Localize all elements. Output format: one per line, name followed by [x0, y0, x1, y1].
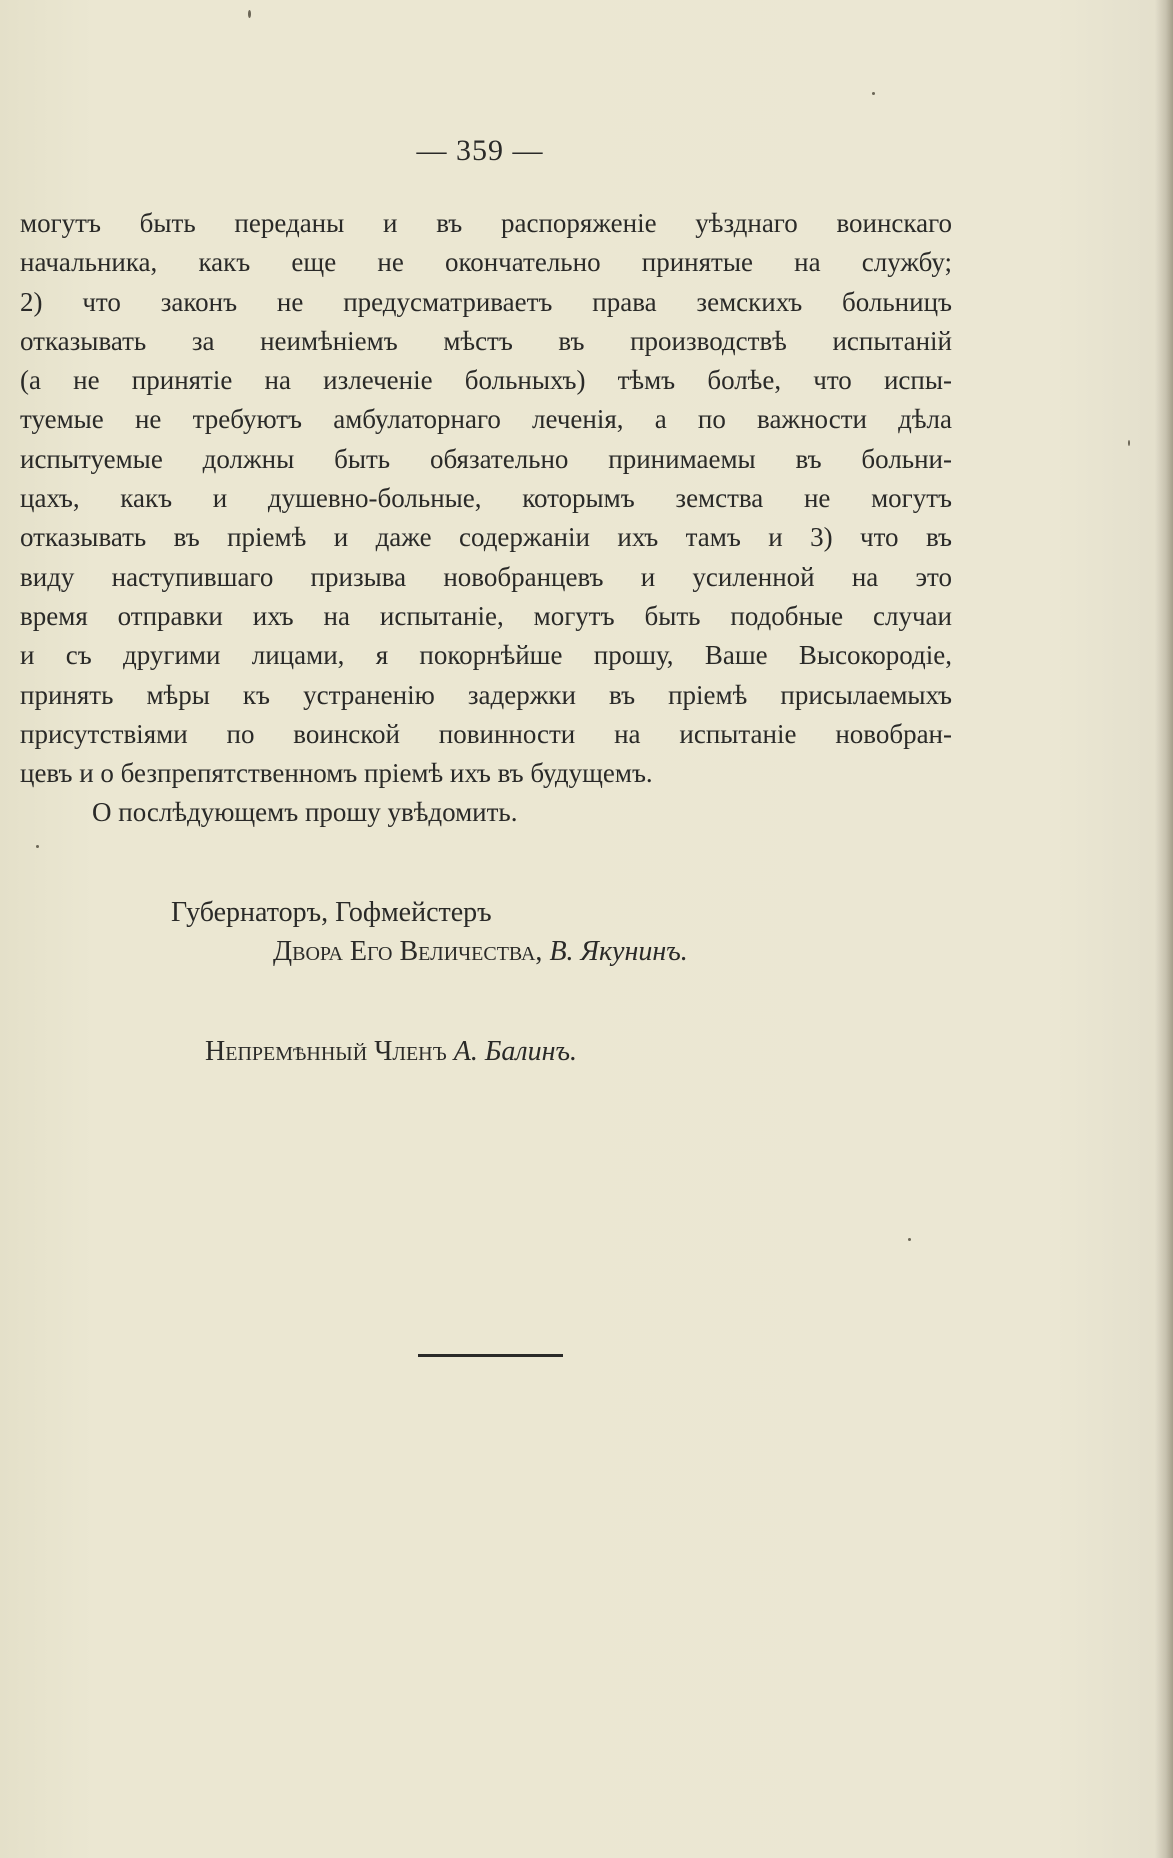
text-line: 2) что законъ не предусматриваетъ права земскихъ больницъ	[20, 286, 952, 317]
text-line: присутствіями по воинской повинности на испытаніе новобран-	[20, 718, 952, 749]
text-line: время отправки ихъ на испытаніе, могутъ быть подобные случаи	[20, 600, 952, 631]
paper-speck	[36, 845, 39, 848]
court-title: Двора Его Величества,	[273, 936, 543, 967]
page-number: — 359 —	[416, 134, 544, 167]
text-line: виду наступившаго призыва новобранцевъ и усиленной на это	[20, 561, 952, 592]
paper-speck	[908, 1238, 911, 1241]
governor-signature-line	[273, 936, 688, 968]
text-line: отказывать за неимѣніемъ мѣстъ въ производствѣ испытаній	[20, 325, 952, 356]
closing-line: О послѣдующемъ прошу увѣдомить.	[92, 797, 518, 828]
text-line: (а не принятіе на излеченіе больныхъ) тѣмъ болѣе, что испы-	[20, 365, 952, 396]
text-line: туемые не требуютъ амбулаторнаго леченія, а по важности дѣла	[20, 404, 952, 435]
text-line: могутъ быть переданы и въ распоряженіе уѣзднаго воинскаго	[20, 208, 952, 238]
text-line: принять мѣры къ устраненію задержки въ пріемѣ присылаемыхъ	[20, 679, 952, 710]
text-line: цевъ и о безпрепятственномъ пріемѣ ихъ въ будущемъ.	[20, 758, 653, 789]
governor-name: В. Якунинъ.	[549, 936, 688, 967]
page-edge-shadow	[1155, 0, 1173, 1858]
member-title: Непремѣнный Членъ	[205, 1036, 447, 1067]
end-rule	[418, 1354, 563, 1357]
text-line: цахъ, какъ и душевно-больные, которымъ земства не могутъ	[20, 483, 952, 514]
text-line: и съ другими лицами, я покорнѣйше прошу, Ваше Высокородіе,	[20, 640, 952, 671]
paper-speck	[1128, 440, 1130, 446]
member-signature-line	[205, 1036, 577, 1068]
governor-title: Губернаторъ, Гофмейстеръ	[171, 897, 492, 928]
paper-speck	[248, 10, 251, 18]
text-line: начальника, какъ еще не окончательно принятые на службу;	[20, 247, 952, 278]
letter-body	[20, 204, 952, 833]
paper-speck	[872, 92, 875, 95]
text-line: отказывать въ пріемѣ и даже содержаніи ихъ тамъ и 3) что въ	[20, 522, 952, 553]
text-line: испытуемые должны быть обязательно принимаемы въ больни-	[20, 443, 952, 474]
member-name: А. Балинъ.	[453, 1036, 578, 1067]
